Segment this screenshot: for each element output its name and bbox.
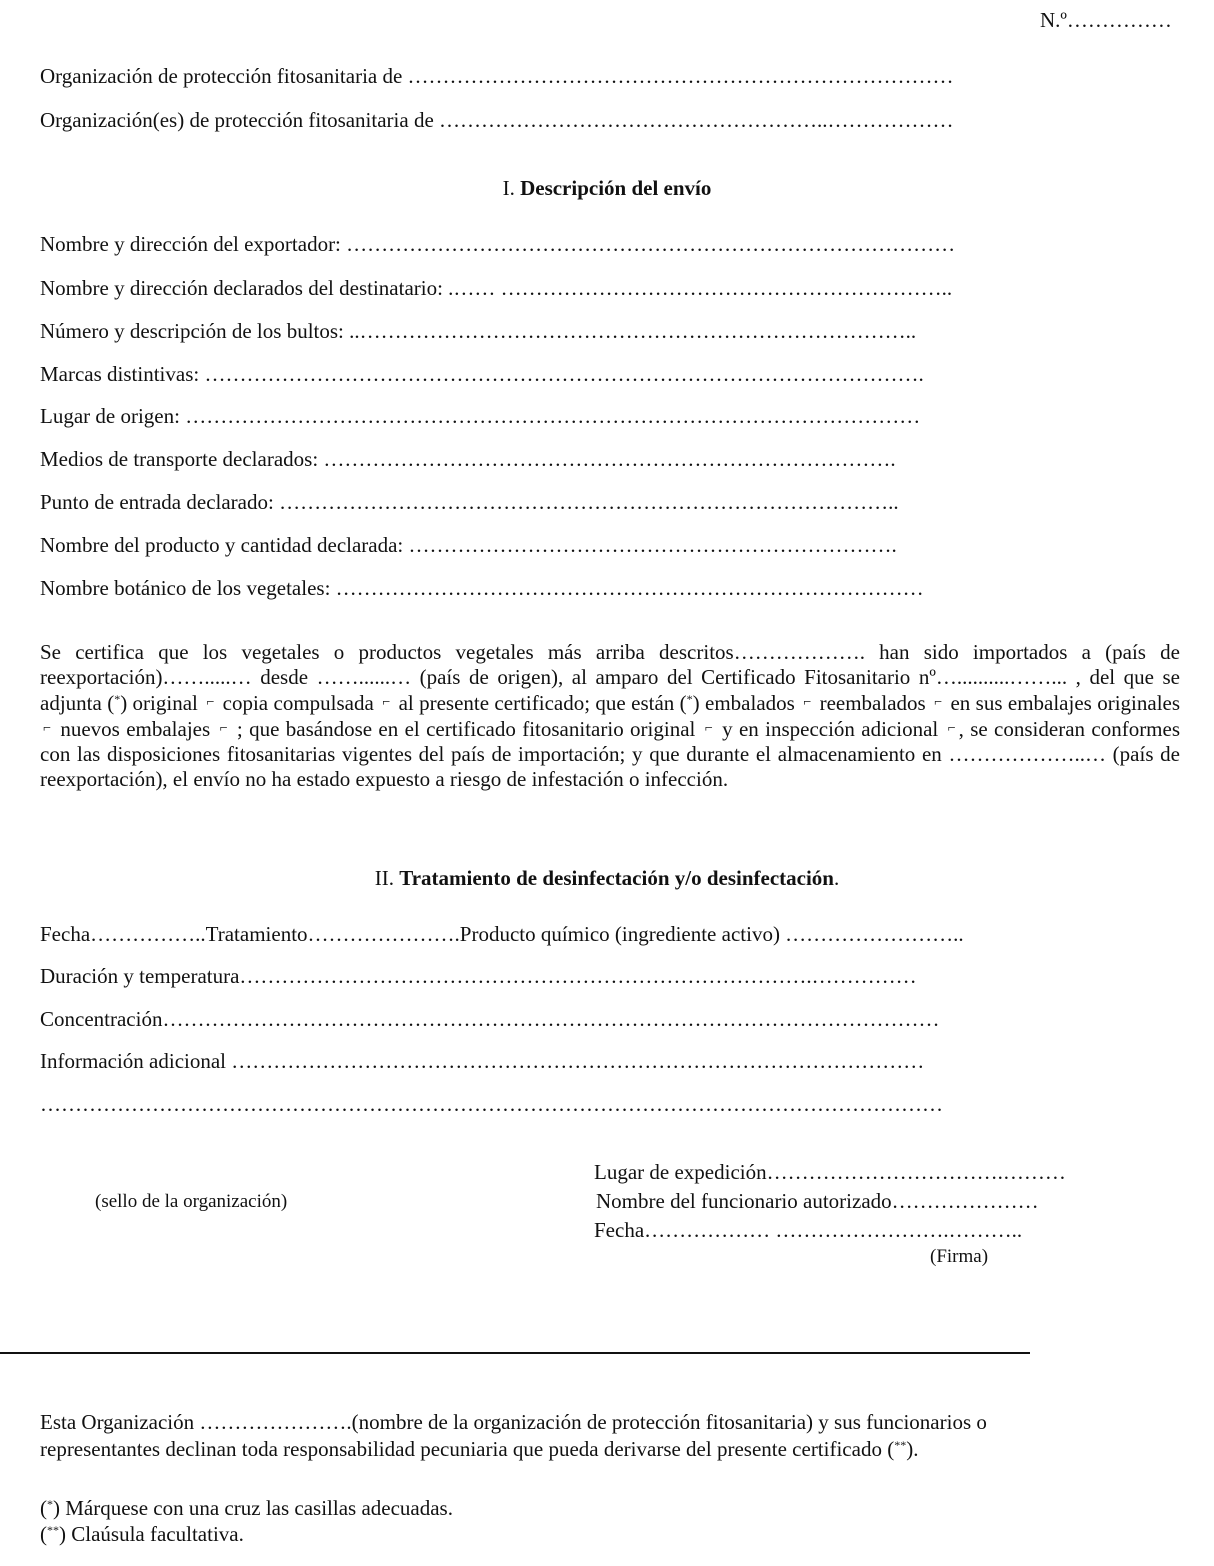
checkbox-original-certificate[interactable]: ⌐	[704, 721, 713, 736]
disclaimer-line-1: Esta Organización ………………….(nombre de la organización de protección fitosanitaria) y sus funcionarios o	[40, 1410, 987, 1434]
concentration-field: Concentración…………………………………………………………………………………………………	[40, 1007, 940, 1031]
consignee-field: Nombre y dirección declarados del destinatario: .…… ………………………………………………………..	[40, 276, 953, 300]
marks-field: Marcas distintivas: ………………………………………………………………………………………….	[40, 362, 924, 386]
botanical-name-field: Nombre botánico de los vegetales: …………………………………………………………………………	[40, 576, 924, 600]
place-of-issue-field: Lugar de expedición…………………………….………	[594, 1160, 1066, 1184]
footnote-2: (**) Claúsula facultativa.	[40, 1522, 244, 1546]
checkbox-certified-copy[interactable]: ⌐	[382, 695, 391, 710]
official-name-field: Nombre del funcionario autorizado…………………	[596, 1189, 1039, 1213]
additional-info-field: Información adicional ………………………………………………………………………………………	[40, 1049, 925, 1073]
treatment-date-field: Fecha……………..Tratamiento………………….Producto químico (ingrediente activo) ……………………..	[40, 922, 964, 946]
additional-info-line-2: …………………………………………………………………………………………………………………	[40, 1092, 943, 1116]
certificate-number: N.º……………	[1040, 8, 1172, 32]
transport-field: Medios de transporte declarados: ……………………………………………………………………….	[40, 447, 896, 471]
disclaimer-line-2: representantes declinan toda responsabilidad pecuniaria que pueda derivarse del presente certificado (**).	[40, 1437, 919, 1461]
section-2-title: Tratamiento de desinfectación y/o desinfectación	[399, 866, 834, 890]
origin-field: Lugar de origen: ……………………………………………………………………………………………	[40, 404, 921, 428]
duration-field: Duración y temperatura……………………………………………………………………….……………	[40, 964, 917, 988]
section-1-number: I.	[502, 176, 515, 200]
certification-paragraph: Se certifica que los vegetales o productos vegetales más arriba descritos………………. han sido importados a (país de reexportación)…….....… desde ……......… (país de origen), al amparo del Certificado Fitosanitario nº…..........……... , del que se adjunta (*) original ⌐ copia compulsada ⌐ al presente certificado; que están (*) embalados ⌐ reembalados ⌐ en sus embalajes originales ⌐ nuevos embalajes ⌐ ; que basándose en el certificado fitosanitario original ⌐ y en inspección adicional ⌐ , se consideran conformes con las disposiciones fitosanitarias vigentes del país de importación; y que durante el almacenamiento en ………………..… (país de reexportación), el envío no ha estado expuesto a riesgo de infestación o infección.	[40, 640, 1181, 791]
checkbox-original[interactable]: ⌐	[206, 695, 215, 710]
section-2-heading: II. Tratamiento de desinfectación y/o desinfectación.	[374, 866, 840, 890]
org-from-field: Organización de protección fitosanitaria de ……………………………………………………………………	[40, 64, 954, 88]
org-to-field: Organización(es) de protección fitosanitaria de ………………………………………………..………………	[40, 108, 954, 132]
seal-label: (sello de la organización)	[95, 1191, 288, 1212]
section-1-heading	[0, 176, 1214, 200]
checkbox-original-packaging[interactable]: ⌐	[43, 721, 51, 736]
footnote-1: (*) Márquese con una cruz las casillas adecuadas.	[40, 1496, 453, 1520]
checkbox-packed[interactable]: ⌐	[803, 695, 812, 710]
separator-line	[0, 1352, 1030, 1354]
checkbox-repacked[interactable]: ⌐	[934, 695, 943, 710]
packages-field: Número y descripción de los bultos: ..……………………………………………………………………..	[40, 319, 917, 343]
section-2-number: II.	[374, 866, 395, 890]
exporter-field: Nombre y dirección del exportador: ……………………………………………………………………………	[40, 232, 956, 256]
entry-point-field: Punto de entrada declarado: ……………………………………………………………………………..	[40, 490, 899, 514]
issue-date-field: Fecha……………… …………………….………..	[594, 1218, 1023, 1242]
checkbox-additional-inspection[interactable]: ⌐	[947, 721, 956, 736]
signature-label: (Firma)	[930, 1246, 989, 1267]
product-field: Nombre del producto y cantidad declarada: …………………………………………………………….	[40, 533, 897, 557]
checkbox-new-packaging[interactable]: ⌐	[219, 721, 228, 736]
section-1-title: Descripción del envío	[520, 176, 712, 200]
